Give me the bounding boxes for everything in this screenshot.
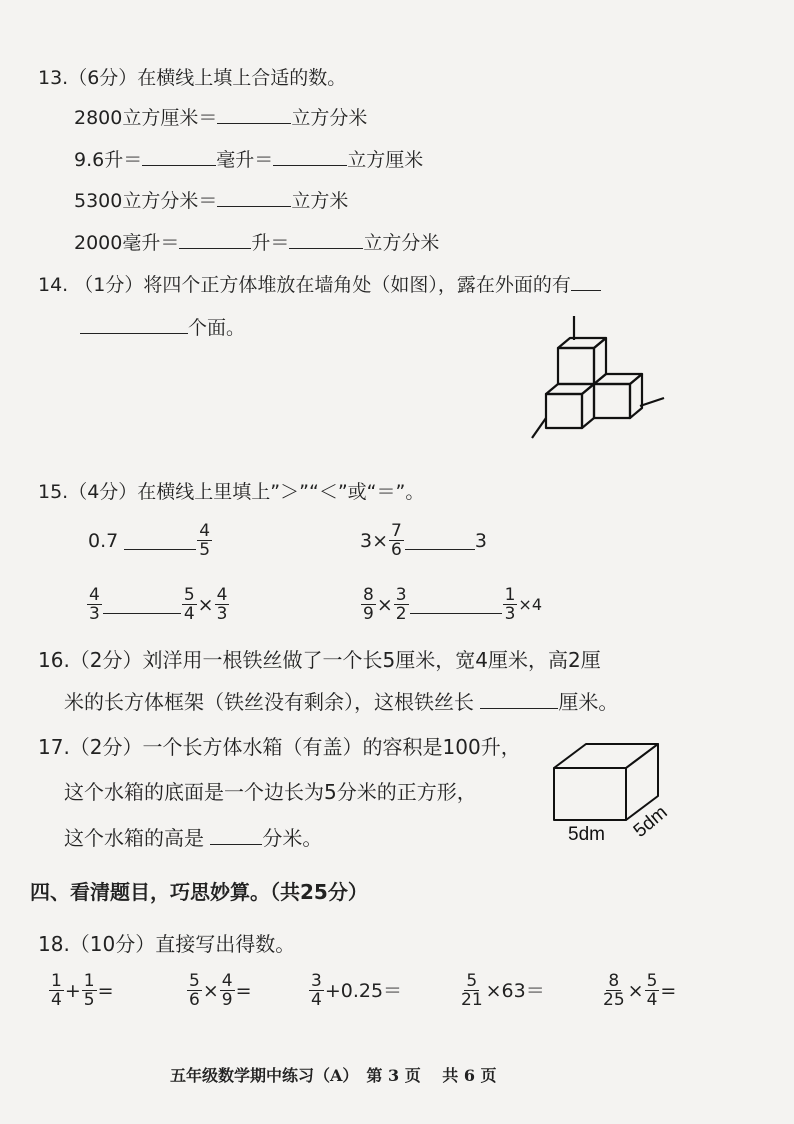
q17-line2: 这个水箱的底面是一个边长为5分米的正方形， [64, 780, 477, 804]
page-footer: 五年级数学期中练习（A） 第 3 页 共 6 页 [170, 1066, 497, 1085]
times-sign: × [376, 593, 393, 616]
q15-c [86, 586, 230, 623]
q13-row3-b: 立方米 [291, 190, 349, 212]
q17-line3a: 这个水箱的高是 [64, 826, 204, 850]
fraction: $\frac{1}{5}$ [83, 971, 95, 1010]
fraction: $\frac{1}{4}$ [51, 971, 62, 1010]
answer-blank[interactable] [289, 230, 363, 249]
q15-a-left: 0.7 [88, 529, 119, 552]
q13-row4-b: 升＝ [251, 232, 290, 254]
times-sign: × [197, 593, 214, 616]
fraction: $\frac{7}{6}$ [391, 521, 402, 560]
q14-line2 [80, 315, 245, 340]
q18-title: 18.（10分）直接写出得数。 [38, 932, 296, 956]
answer-blank[interactable] [210, 826, 262, 845]
q16-line2 [64, 690, 618, 714]
q15-d-suffix: ×4 [518, 594, 542, 614]
answer-blank[interactable] [124, 531, 196, 550]
answer-blank[interactable] [179, 230, 251, 249]
q16-line1: 16.（2分）刘洋用一根铁丝做了一个长5厘米，宽4厘米，高2厘 [38, 648, 601, 672]
q14-line1-text: 14. （1分）将四个正方体堆放在墙角处（如图），露在外面的有 [38, 274, 571, 296]
fraction: $\frac{4}{5}$ [199, 521, 211, 560]
q13-title: 13.（6分）在横线上填上合适的数。 [38, 67, 347, 89]
q15-d [360, 586, 542, 623]
answer-blank[interactable] [273, 147, 347, 166]
answer-blank[interactable] [410, 595, 502, 614]
water-tank-figure [548, 738, 698, 848]
times-sign: × [627, 979, 644, 1002]
equals-sign: = [235, 979, 252, 1002]
fraction: $\frac{5}{4}$ [183, 585, 195, 624]
q13-row2 [74, 147, 423, 172]
q15-b [360, 522, 487, 559]
fraction: $\frac{8}{25}$ [603, 971, 625, 1010]
q18-expr-3 [308, 972, 402, 1009]
label-bottom: 5dm [568, 824, 605, 845]
q13-row2-b: 毫升＝ [216, 149, 274, 171]
answer-blank[interactable] [405, 531, 475, 550]
answer-blank[interactable] [80, 315, 188, 334]
fraction: $\frac{4}{9}$ [221, 971, 233, 1010]
q18-e3-rest: +0.25＝ [324, 979, 403, 1002]
cube-right [594, 374, 642, 418]
q15-b-right: 3 [474, 529, 487, 552]
fraction: $\frac{4}{3}$ [89, 585, 100, 624]
stacked-cubes-figure [530, 312, 670, 447]
q15-a [88, 522, 213, 559]
q13-row4-c: 立方分米 [363, 232, 440, 254]
fraction: $\frac{8}{9}$ [363, 585, 374, 624]
q17-line1: 17.（2分）一个长方体水箱（有盖）的容积是100升， [38, 735, 521, 759]
answer-blank[interactable] [217, 105, 291, 124]
q15-b-prefix: 3× [360, 529, 389, 552]
q13-row4-a: 2000毫升＝ [74, 232, 180, 254]
q13-row3-a: 5300立方分米＝ [74, 190, 218, 212]
q18-expr-4 [458, 972, 545, 1009]
section-4-title: 四、看清题目，巧思妙算。（共25分） [30, 880, 368, 904]
q13-row2-a: 9.6升＝ [74, 149, 143, 171]
answer-blank[interactable] [480, 690, 558, 709]
plus-sign: + [64, 979, 81, 1002]
q14-line2-text: 个面。 [188, 317, 246, 339]
fraction: $\frac{5}{4}$ [646, 971, 658, 1010]
cube-front [546, 384, 594, 428]
q18-expr-1 [48, 972, 114, 1009]
q13-row2-c: 立方厘米 [347, 149, 424, 171]
cube-top [558, 338, 606, 384]
wall-edge-front [532, 418, 546, 438]
q18-expr-5 [600, 972, 676, 1009]
q13-row4 [74, 230, 439, 255]
box-front-face [554, 768, 626, 820]
fraction: $\frac{3}{2}$ [395, 585, 407, 624]
fraction: $\frac{5}{21}$ [461, 971, 483, 1010]
q18-e4-rest: ×63＝ [485, 979, 545, 1002]
equals-sign: = [660, 979, 677, 1002]
q18-expr-2 [186, 972, 252, 1009]
q17-line3 [64, 826, 322, 850]
label-side: 5dm [629, 801, 672, 842]
answer-blank[interactable] [142, 147, 216, 166]
equals-sign: = [97, 979, 114, 1002]
q13-row1-b: 立方分米 [291, 107, 368, 129]
fraction: $\frac{3}{4}$ [311, 971, 322, 1010]
q13-row1-a: 2800立方厘米＝ [74, 107, 218, 129]
q16-line2-end: 厘米。 [558, 690, 619, 714]
q14-line1 [38, 272, 601, 297]
answer-blank[interactable] [571, 272, 601, 291]
answer-blank[interactable] [103, 595, 181, 614]
q13-row1 [74, 105, 367, 130]
q15-title: 15.（4分）在横线上里填上”＞”“＜”或“＝”。 [38, 481, 425, 503]
fraction: $\frac{5}{6}$ [189, 971, 200, 1010]
fraction: $\frac{1}{3}$ [504, 585, 516, 624]
fraction: $\frac{4}{3}$ [216, 585, 228, 624]
answer-blank[interactable] [217, 188, 291, 207]
q16-line2-text: 米的长方体框架（铁丝没有剩余），这根铁丝长 [64, 690, 474, 714]
q13-row3 [74, 188, 348, 213]
wall-edge-right [640, 398, 664, 406]
q17-line3b: 分米。 [262, 826, 323, 850]
times-sign: × [202, 979, 219, 1002]
